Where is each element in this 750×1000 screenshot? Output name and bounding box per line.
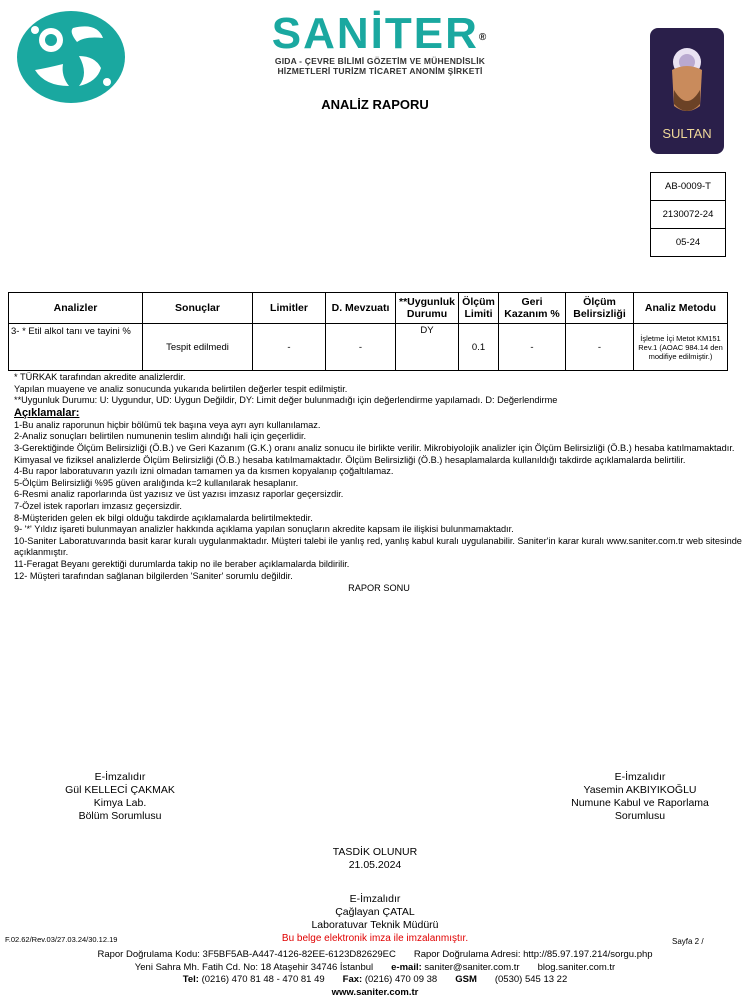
report-code: AB-0009-T: [651, 173, 725, 201]
brand-name: SANİTER®: [271, 9, 489, 58]
signer-role: Laboratuvar Teknik Müdürü: [311, 919, 439, 931]
e-signed-label: E-İmzalıdır: [614, 771, 666, 783]
blog-link[interactable]: blog.saniter.com.tr: [537, 962, 616, 973]
column-header: D. Mevzuatı: [326, 293, 396, 324]
table-row: [9, 324, 728, 371]
signer-name: Çağlayan ÇATAL: [335, 906, 415, 918]
explanation-item: 3-Gerektiğinde Ölçüm Belirsizliği (Ö.B.) ve Geri Kazanım (G.K.) oranı analiz sonucu ile birlikte verilir. Mikrobiyolojik analizler için Ölçüm Belirsizliği (Ö.B.) hesaba katılmamaktadır. Kimyasal ve fiziksel analizlerde Ölçüm Belirsizliği (Ö.B.) hesaba katılmamaktadır. Ölçüm Belirsizliği (Ö.B.) hesaplamalarda kullanıldığı takdirde açıklamalarda belirtilir.: [14, 442, 735, 465]
table-header-row: [9, 293, 728, 324]
notes-section: [14, 372, 744, 595]
tel-number: (0216) 470 81 48 - 470 81 49: [201, 974, 325, 985]
column-header: Sonuçlar: [143, 293, 253, 324]
signature-left: [30, 771, 210, 823]
explanation-item: 6-Resmi analiz raporlarında üst yazısız ve üst yazısı imzasız raporlar geçersizdir.: [14, 489, 344, 500]
column-header: Ölçüm Belirsizliği: [566, 293, 634, 324]
brand-block: [250, 9, 510, 76]
signature-center: [0, 893, 750, 932]
fax-number: (0216) 470 09 38: [364, 974, 438, 985]
brand-subtitle-line1: GIDA - ÇEVRE BİLİMİ GÖZETİM VE MÜHENDİSLİK: [274, 56, 486, 66]
fax-label: Fax:: [342, 974, 363, 985]
approval-block: [0, 846, 750, 872]
column-header: Analiz Metodu: [634, 293, 728, 324]
cell-recovery: -: [499, 324, 566, 371]
explanation-item: 11-Feragat Beyanı gerektiği durumlarda takip no ile beraber açıklamalarda bildirilir.: [14, 558, 350, 569]
gsm-label: GSM: [455, 974, 477, 985]
explanation-item: 12- Müşteri tarafından sağlanan bilgilerden 'Saniter' sorumlu değildir.: [14, 570, 293, 581]
sultan-logo-icon: [650, 28, 724, 154]
cell-compliance: DY: [396, 324, 459, 371]
e-signed-label: E-İmzalıdır: [94, 771, 146, 783]
column-header: Ölçüm Limiti: [459, 293, 499, 324]
column-header: Analizler: [9, 293, 143, 324]
sultan-logo-text: SULTAN: [662, 126, 712, 141]
cell-regulation: -: [326, 324, 396, 371]
explanation-item: 10-Saniter Laboratuvarında basit karar kuralı uygulanmaktadır. Müşteri talebi ile yanlış red, yanlış kabul kuralı uygulanabilir. Saniter'in karar kuralı www.saniter.com.tr web sitesinde açıklanmıştır.: [14, 535, 742, 558]
address: Yeni Sahra Mh. Fatih Cd. No: 18 Ataşehir 34746 İstanbul: [134, 962, 374, 973]
explanations-heading: Açıklamalar:: [14, 406, 80, 419]
signer-unit: Numune Kabul ve Raporlama: [571, 797, 709, 809]
address-line: [0, 962, 750, 974]
brand-subtitle-line2: HİZMETLERİ TURİZM TİCARET ANONİM ŞİRKETİ: [277, 66, 483, 76]
explanation-item: 8-Müşteriden gelen ek bilgi olduğu takdirde açıklamalarda belirtilmektedir.: [14, 512, 313, 523]
signer-role: Bölüm Sorumlusu: [78, 810, 162, 822]
report-number: 2130072-24: [651, 201, 725, 229]
explanation-item: 9- '*' Yıldız işareti bulunmayan analizler hakkında açıklama yapılan sonuçların akredite kapsam ile ilişkisi bulunmamaktadır.: [14, 524, 514, 535]
note-values: Yapılan muayene ve analiz sonucunda yukarıda belirtilen değerler tespit edilmiştir.: [14, 383, 348, 394]
explanation-item: 4-Bu rapor laboratuvarın yazılı izni olmadan tamamen ya da kısmen kopyalanıp çoğaltılamaz.: [14, 466, 394, 477]
report-end: RAPOR SONU: [348, 583, 410, 594]
approval-label: TASDİK OLUNUR: [332, 846, 418, 858]
verification-address[interactable]: Rapor Doğrulama Adresi: http://85.97.197.214/sorgu.php: [413, 949, 653, 960]
page-title: ANALİZ RAPORU: [321, 97, 429, 112]
results-table: [8, 292, 728, 371]
os-logo-icon: [15, 8, 127, 106]
email-label: e-mail:: [391, 962, 422, 973]
cell-method: İşletme İçi Metot KM151 Rev.1 (AOAC 984.14 den modifiye edilmiştir.): [634, 324, 728, 371]
explanation-item: 2-Analiz sonuçları belirtilen numunenin teslim alındığı hali için geçerlidir.: [14, 431, 307, 442]
signer-role: Sorumlusu: [614, 810, 666, 822]
e-signature-notice: Bu belge elektronik imza ile imzalanmıştır.: [281, 933, 469, 944]
approval-date: 21.05.2024: [348, 859, 402, 871]
reference-box: [650, 172, 726, 257]
report-period: 05-24: [675, 237, 701, 248]
e-signed-label: E-İmzalıdır: [349, 893, 401, 905]
verification-code: Rapor Doğrulama Kodu: 3F5BF5AB-A447-4126-82EE-6123D82629EC: [97, 949, 396, 960]
note-accredited: * TÜRKAK tarafından akredite analizlerdir.: [14, 372, 186, 382]
explanation-item: 1-Bu analiz raporunun hiçbir bölümü tek başına veya ayrı ayrı kullanılamaz.: [14, 419, 321, 430]
explanation-item: 5-Ölçüm Belirsizliği %95 güven aralığında k=2 kullanılarak hesaplanır.: [14, 477, 299, 488]
gsm-number: (0530) 545 13 22: [494, 974, 568, 985]
cell-result: Tespit edilmedi: [143, 324, 253, 371]
website-link[interactable]: www.saniter.com.tr: [331, 987, 419, 998]
column-header: Geri Kazanım %: [499, 293, 566, 324]
note-compliance-legend: **Uygunluk Durumu: U: Uygundur, UD: Uygun Değildir, DY: Limit değer bulunmadığı için değerlendirme yapılamadı. D: Değerlendirme: [14, 395, 558, 406]
contact-line: [0, 974, 750, 986]
signer-name: Yasemin AKBIYIKOĞLU: [583, 784, 697, 796]
signer-unit: Kimya Lab.: [93, 797, 147, 809]
signature-right: [545, 771, 735, 823]
cell-analysis: 3- * Etil alkol tanı ve tayini %: [9, 324, 143, 371]
email-link[interactable]: saniter@saniter.com.tr: [424, 962, 520, 973]
cell-measurement-limit: 0.1: [459, 324, 499, 371]
cell-uncertainty: -: [566, 324, 634, 371]
column-header: Limitler: [253, 293, 326, 324]
cell-limit: -: [253, 324, 326, 371]
verification-line: [0, 949, 750, 961]
form-number: F.02.62/Rev.03/27.03.24/30.12.19: [5, 935, 118, 944]
signer-name: Gül KELLECİ ÇAKMAK: [65, 784, 175, 796]
column-header: **Uygunluk Durumu: [396, 293, 459, 324]
page-number: Sayfa 2 /: [672, 937, 704, 946]
tel-label: Tel:: [182, 974, 199, 985]
explanation-item: 7-Özel istek raporları imzasız geçersizdir.: [14, 500, 182, 511]
